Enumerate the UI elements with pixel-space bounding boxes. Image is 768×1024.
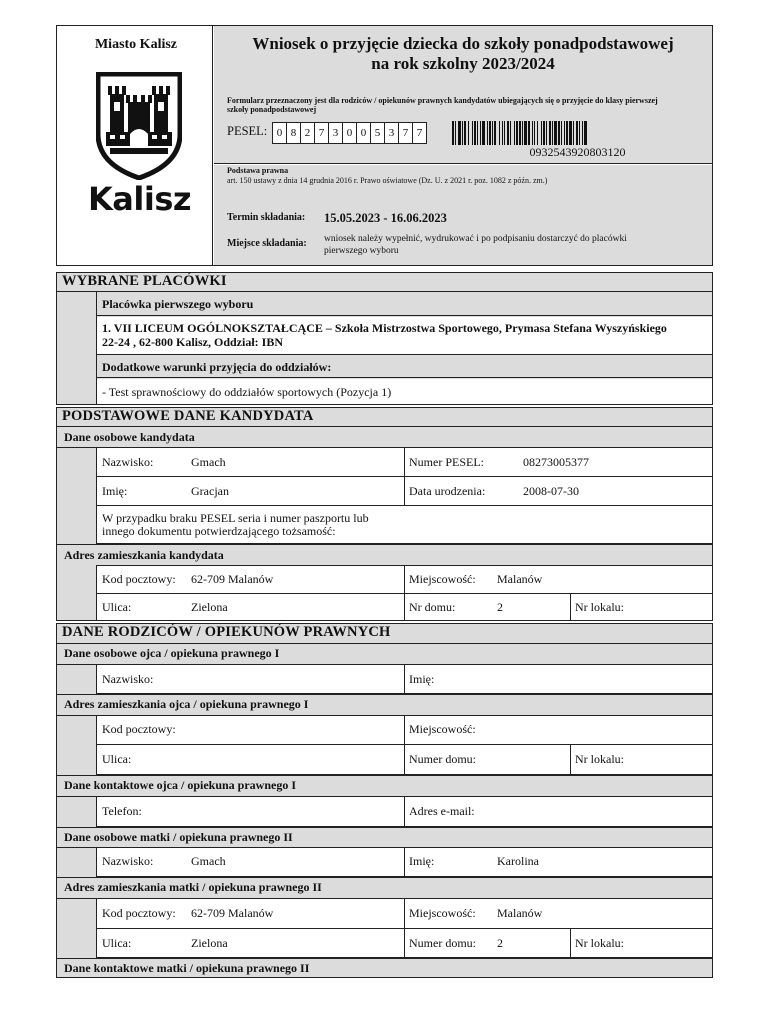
barcode-bar bbox=[494, 121, 496, 145]
divider bbox=[57, 694, 712, 695]
pesel-digit-box: 0 bbox=[273, 123, 287, 143]
deadline-label: Termin składania: bbox=[227, 212, 306, 223]
father-surname-label: Nazwisko: bbox=[102, 672, 154, 686]
barcode-bar bbox=[579, 121, 580, 145]
mother-surname-label: Nazwisko: bbox=[102, 854, 154, 868]
divider bbox=[404, 715, 405, 775]
father-flat-label: Nr lokalu: bbox=[575, 752, 624, 766]
father-contact-title: Dane kontaktowe ojca / opiekuna prawnego I bbox=[64, 778, 297, 792]
pesel-box-label: PESEL: bbox=[227, 124, 268, 138]
barcode-bar bbox=[464, 121, 466, 145]
candidate-street-value: Zielona bbox=[191, 600, 228, 614]
barcode-bar bbox=[582, 121, 583, 145]
barcode-bar bbox=[480, 121, 481, 145]
barcode-bar bbox=[534, 121, 535, 145]
mother-city-label: Miejscowość: bbox=[409, 906, 476, 920]
mother-address-title: Adres zamieszkania matki / opiekuna prawnego II bbox=[64, 880, 322, 894]
candidate-postal-label: Kod pocztowy: bbox=[102, 572, 176, 586]
divider bbox=[57, 664, 97, 665]
mother-name-label: Imię: bbox=[409, 854, 435, 868]
mother-surname-value: Gmach bbox=[191, 854, 226, 868]
section-title-rodzice: DANE RODZICÓW / OPIEKUNÓW PRAWNYCH bbox=[62, 624, 391, 640]
barcode-bar bbox=[543, 121, 545, 145]
form-title-line1: Wniosek o przyjęcie dziecka do szkoły ponadpodstawowej bbox=[252, 34, 674, 53]
candidate-street-label: Ulica: bbox=[102, 600, 132, 614]
barcode-icon bbox=[452, 121, 703, 145]
barcode-bar bbox=[576, 121, 578, 145]
divider bbox=[570, 593, 571, 621]
divider bbox=[57, 877, 712, 878]
father-street-label: Ulica: bbox=[102, 752, 132, 766]
barcode-bar bbox=[524, 121, 527, 145]
mother-house-value: 2 bbox=[497, 936, 503, 950]
pesel-digit-box: 0 bbox=[357, 123, 371, 143]
father-personal-title: Dane osobowe ojca / opiekuna prawnego I bbox=[64, 646, 280, 660]
barcode-bar bbox=[569, 121, 572, 145]
candidate-personal-title: Dane osobowe kandydata bbox=[64, 430, 195, 444]
candidate-pesel-label: Numer PESEL: bbox=[409, 455, 484, 469]
divider bbox=[57, 898, 97, 899]
submission-place-line1: wniosek należy wypełnić, wydrukować i po podpisaniu dostarczyć do placówki bbox=[324, 234, 627, 244]
form-title-line2: na rok szkolny 2023/2024 bbox=[371, 54, 555, 73]
school-name-line2: 22-24 , 62-800 Kalisz, Oddział: IBN bbox=[102, 335, 284, 349]
candidate-flat-label: Nr lokalu: bbox=[575, 600, 624, 614]
barcode-bar bbox=[455, 121, 456, 145]
section-title-kandydat: PODSTAWOWE DANE KANDYDATA bbox=[62, 408, 314, 424]
barcode-bar bbox=[546, 121, 547, 145]
divider bbox=[57, 544, 712, 545]
first-choice-label: Placówka pierwszego wyboru bbox=[102, 297, 254, 311]
pesel-digit-box: 7 bbox=[399, 123, 413, 143]
pesel-digit-box: 2 bbox=[301, 123, 315, 143]
barcode-bar bbox=[549, 121, 551, 145]
divider bbox=[570, 744, 571, 775]
submission-place-line2: pierwszego wyboru bbox=[324, 246, 399, 256]
deadline-value: 15.05.2023 - 16.06.2023 bbox=[324, 211, 447, 225]
barcode-bar bbox=[532, 121, 533, 145]
divider bbox=[404, 565, 405, 621]
barcode-bar bbox=[516, 121, 518, 145]
candidate-name-label: Imię: bbox=[102, 484, 128, 498]
candidate-house-label: Nr domu: bbox=[409, 600, 456, 614]
candidate-city-value: Malanów bbox=[497, 572, 543, 586]
barcode-bar bbox=[584, 121, 587, 145]
mother-street-value: Zielona bbox=[191, 936, 228, 950]
barcode-bar bbox=[566, 121, 568, 145]
barcode-bar bbox=[487, 121, 488, 145]
candidate-house-value: 2 bbox=[497, 600, 503, 614]
section-title-placowki: WYBRANE PLACÓWKI bbox=[62, 273, 227, 289]
divider bbox=[57, 643, 712, 644]
divider bbox=[57, 827, 712, 828]
divider bbox=[57, 847, 97, 848]
father-address-title: Adres zamieszkania ojca / opiekuna prawnego I bbox=[64, 697, 309, 711]
father-city-label: Miejscowość: bbox=[409, 722, 476, 736]
candidate-postal-value: 62-709 Malanów bbox=[191, 572, 274, 586]
pesel-digit-box: 7 bbox=[315, 123, 329, 143]
pesel-digit-box: 5 bbox=[371, 123, 385, 143]
father-name-label: Imię: bbox=[409, 672, 435, 686]
barcode-bar bbox=[452, 121, 454, 145]
barcode-bar bbox=[489, 121, 491, 145]
candidate-surname-label: Nazwisko: bbox=[102, 455, 154, 469]
candidate-passport-label-line2: innego dokumentu potwierdzającego tożsamość: bbox=[102, 524, 336, 538]
candidate-birth-label: Data urodzenia: bbox=[409, 484, 486, 498]
legal-basis-text: art. 150 ustawy z dnia 14 grudnia 2016 r. Prawo oświatowe (Dz. U. z 2021 r. poz. 1082 z późn. zm.) bbox=[227, 176, 548, 185]
barcode-bar bbox=[564, 121, 565, 145]
divider bbox=[404, 847, 405, 877]
barcode-bar bbox=[558, 121, 560, 145]
barcode-bar bbox=[507, 121, 509, 145]
barcode-bar bbox=[502, 121, 503, 145]
mother-house-label: Numer domu: bbox=[409, 936, 476, 950]
barcode-bar bbox=[514, 121, 515, 145]
barcode-bar bbox=[462, 121, 463, 145]
barcode-bar bbox=[537, 121, 538, 145]
mother-personal-title: Dane osobowe matki / opiekuna prawnego II bbox=[64, 830, 293, 844]
kalisz-logo-wordmark: Kalisz bbox=[88, 180, 191, 218]
barcode-bar bbox=[522, 121, 523, 145]
divider bbox=[57, 715, 97, 716]
father-house-label: Numer domu: bbox=[409, 752, 476, 766]
barcode-bar bbox=[519, 121, 521, 145]
barcode-bar bbox=[472, 121, 473, 145]
submission-place-label: Miejsce składania: bbox=[227, 238, 307, 249]
father-email-label: Adres e-mail: bbox=[409, 804, 475, 818]
legal-basis-title: Podstawa prawna bbox=[227, 166, 289, 175]
pesel-digit-box: 3 bbox=[385, 123, 399, 143]
candidate-surname-value: Gmach bbox=[191, 455, 226, 469]
mother-city-value: Malanów bbox=[497, 906, 543, 920]
divider bbox=[404, 898, 405, 958]
divider bbox=[57, 796, 97, 797]
barcode-bar bbox=[573, 121, 574, 145]
barcode-bar bbox=[561, 121, 562, 145]
barcode-number: 0932543920803120 bbox=[529, 145, 626, 159]
mother-street-label: Ulica: bbox=[102, 936, 132, 950]
pesel-digit-box: 3 bbox=[329, 123, 343, 143]
pesel-digit-box: 0 bbox=[343, 123, 357, 143]
divider bbox=[570, 928, 571, 958]
divider bbox=[404, 796, 405, 827]
pesel-digit-box: 7 bbox=[413, 123, 427, 143]
candidate-passport-label-line1: W przypadku braku PESEL seria i numer paszportu lub bbox=[102, 511, 369, 525]
candidate-birth-value: 2008-07-30 bbox=[523, 484, 579, 498]
candidate-name-value: Gracjan bbox=[191, 484, 229, 498]
candidate-city-label: Miejscowość: bbox=[409, 572, 476, 586]
divider bbox=[404, 447, 405, 506]
mother-name-value: Karolina bbox=[497, 854, 539, 868]
barcode-bar bbox=[482, 121, 485, 145]
candidate-address-title: Adres zamieszkania kandydata bbox=[64, 548, 224, 562]
barcode-bar bbox=[499, 121, 500, 145]
pesel-digit-boxes bbox=[272, 122, 427, 144]
barcode-bar bbox=[477, 121, 478, 145]
father-phone-label: Telefon: bbox=[102, 804, 142, 818]
extra-conditions-label: Dodatkowe warunki przyjęcia do oddziałów: bbox=[102, 360, 332, 374]
candidate-pesel-value: 08273005377 bbox=[523, 455, 589, 469]
form-intro-line1: Formularz przeznaczony jest dla rodziców / opiekunów prawnych kandydatów ubiegających się o przyjęcie do klasy pierwszej bbox=[227, 96, 658, 105]
barcode-bar bbox=[510, 121, 511, 145]
divider bbox=[57, 958, 712, 959]
barcode-bar bbox=[554, 121, 557, 145]
barcode-bar bbox=[492, 121, 493, 145]
pesel-digit-box: 8 bbox=[287, 123, 301, 143]
barcode-bar bbox=[541, 121, 542, 145]
mother-flat-label: Nr lokalu: bbox=[575, 936, 624, 950]
mother-postal-label: Kod pocztowy: bbox=[102, 906, 176, 920]
father-postal-label: Kod pocztowy: bbox=[102, 722, 176, 736]
mother-contact-title: Dane kontaktowe matki / opiekuna prawnego II bbox=[64, 961, 310, 975]
barcode-bar bbox=[528, 121, 530, 145]
barcode-bar bbox=[504, 121, 505, 145]
mother-postal-value: 62-709 Malanów bbox=[191, 906, 274, 920]
barcode-bar bbox=[468, 121, 469, 145]
kalisz-coat-of-arms-icon bbox=[96, 72, 182, 180]
form-intro-line2: szkoły ponadpodstawowej bbox=[227, 105, 317, 114]
divider bbox=[57, 426, 712, 427]
divider bbox=[57, 775, 712, 776]
barcode-bar bbox=[474, 121, 476, 145]
school-name-line1: 1. VII LICEUM OGÓLNOKSZTAŁCĄCE – Szkoła Mistrzostwa Sportowego, Prymasa Stefana Wyszyńskiego bbox=[102, 321, 667, 335]
city-label: Miasto Kalisz bbox=[94, 37, 178, 52]
barcode-bar bbox=[552, 121, 553, 145]
divider bbox=[404, 664, 405, 694]
barcode-bar bbox=[458, 121, 461, 145]
extra-conditions-value: - Test sprawnościowy do oddziałów sportowych (Pozycja 1) bbox=[102, 385, 392, 399]
